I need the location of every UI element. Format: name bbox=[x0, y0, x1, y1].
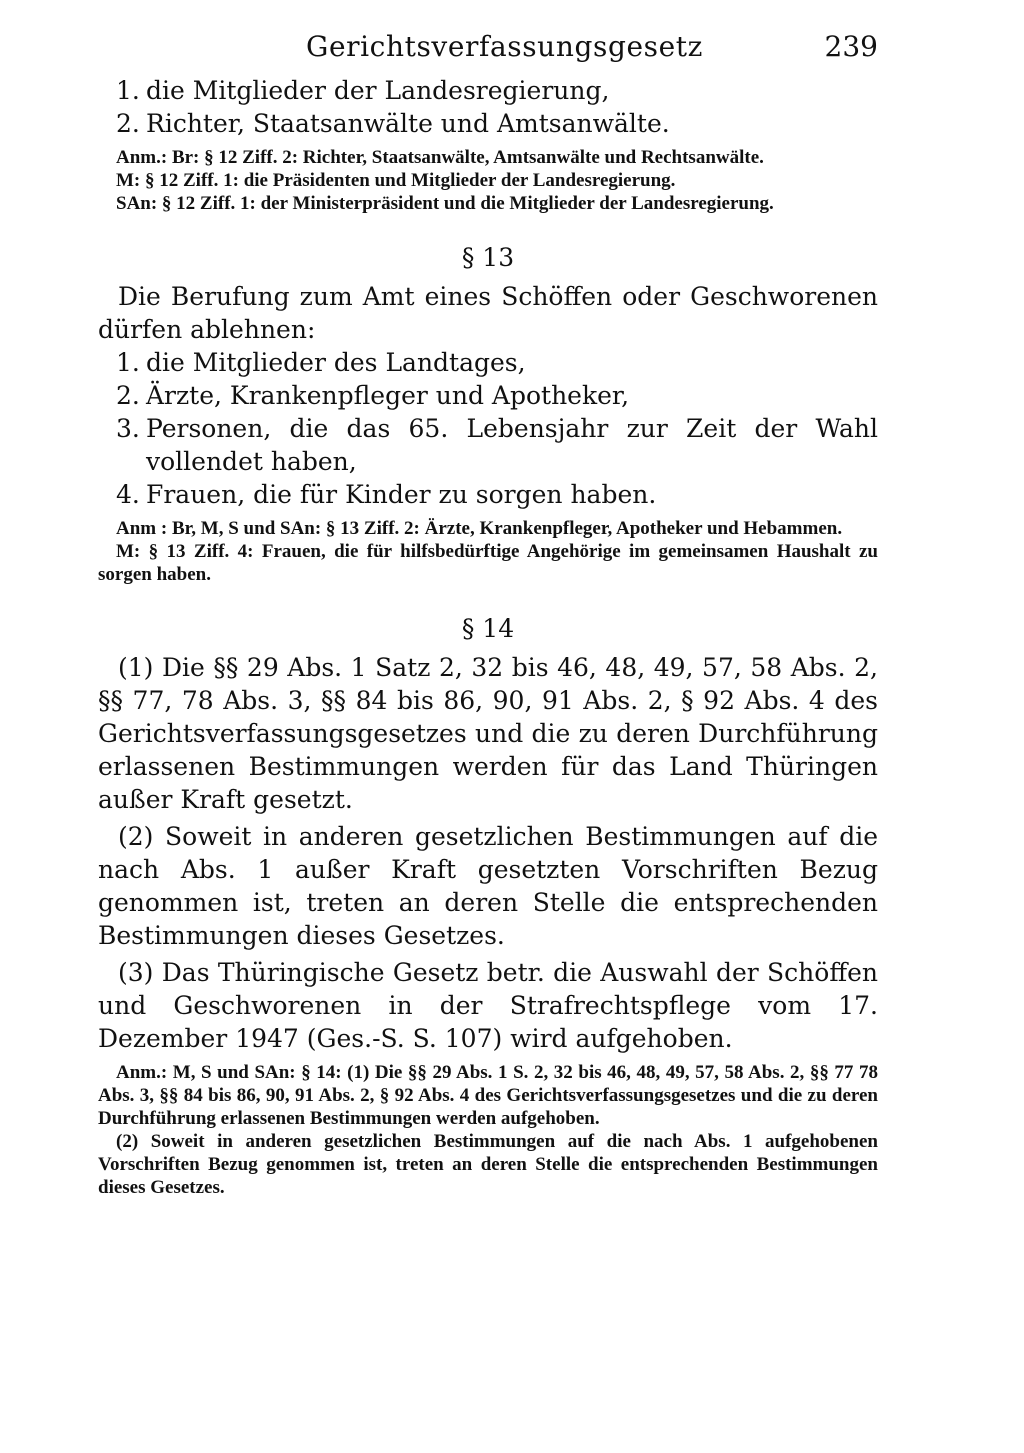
page-number: 239 bbox=[824, 30, 878, 63]
list-text: die Mitglieder der Landesregierung, bbox=[146, 76, 610, 105]
list-text: Frauen, die für Kinder zu sorgen haben. bbox=[146, 480, 657, 509]
section-13-body bbox=[98, 280, 878, 511]
note-line: M: § 13 Ziff. 4: Frauen, die für hilfsbedürftige Angehörige im gemeinsamen Haushalt zu sorgen haben. bbox=[98, 541, 878, 585]
section-13-list bbox=[98, 346, 878, 511]
list-item bbox=[116, 379, 878, 412]
note-line: M: § 12 Ziff. 1: die Präsidenten und Mitglieder der Landesregierung. bbox=[116, 170, 676, 191]
running-head: Gerichtsverfassungsgesetz bbox=[306, 30, 703, 63]
list-number: 4. bbox=[116, 480, 140, 509]
section-14-paragraph-3: (3) Das Thüringische Gesetz betr. die Auswahl der Schöffen und Geschworenen in der Strafrechtspflege vom 17. Dezember 1947 (Ges.-S. S. 107) wird aufgehoben. bbox=[98, 958, 878, 1053]
list-number: 1. bbox=[116, 76, 140, 105]
section-title-14: § 14 bbox=[461, 614, 515, 643]
note-line: SAn: § 12 Ziff. 1: der Ministerpräsident und die Mitglieder der Landesregierung. bbox=[116, 193, 774, 214]
page-header bbox=[98, 28, 878, 74]
section-13-intro: Die Berufung zum Amt eines Schöffen oder Geschworenen dürfen ablehnen: bbox=[98, 282, 878, 344]
list-number: 2. bbox=[116, 109, 140, 138]
section-14-body bbox=[98, 651, 878, 1055]
document-page bbox=[98, 28, 878, 1199]
list-number: 1. bbox=[116, 348, 140, 377]
note-line: Anm.: Br: § 12 Ziff. 2: Richter, Staatsanwälte, Amtsanwälte und Rechtsanwälte. bbox=[116, 147, 764, 168]
list-text: die Mitglieder des Landtages, bbox=[146, 348, 526, 377]
list-item bbox=[116, 346, 878, 379]
section-14-paragraph-2: (2) Soweit in anderen gesetzlichen Bestimmungen auf die nach Abs. 1 außer Kraft gesetzten Vorschriften Bezug genommen ist, treten an deren Stelle die entsprechenden Bestimmungen dieses Gesetzes. bbox=[98, 822, 878, 950]
annotation-note-14 bbox=[98, 1061, 878, 1199]
section-14-paragraph-1: (1) Die §§ 29 Abs. 1 Satz 2, 32 bis 46, 48, 49, 57, 58 Abs. 2, §§ 77, 78 Abs. 3, §§ 84 bis 86, 90, 91 Abs. 2, § 92 Abs. 4 des Gerichtsverfassungsgesetzes und die zu deren Durchführung erlassenen Bestimmungen werden für das Land Thüringen außer Kraft gesetzt. bbox=[98, 653, 878, 814]
list-item bbox=[116, 107, 878, 140]
list-item bbox=[116, 478, 878, 511]
annotation-note-13 bbox=[98, 517, 878, 586]
list-text: Richter, Staatsanwälte und Amtsanwälte. bbox=[146, 109, 670, 138]
top-list bbox=[98, 74, 878, 140]
list-item bbox=[116, 74, 878, 107]
note-line: (2) Soweit in anderen gesetzlichen Bestimmungen auf die nach Abs. 1 aufgehobenen Vorschriften Bezug genommen ist, treten an deren Stelle die entsprechenden Bestimmungen dieses Gesetzes. bbox=[98, 1131, 878, 1198]
list-text: Ärzte, Krankenpfleger und Apotheker, bbox=[146, 381, 630, 410]
list-number: 3. bbox=[116, 414, 140, 443]
note-line: Anm : Br, M, S und SAn: § 13 Ziff. 2: Ärzte, Krankenpfleger, Apotheker und Hebammen. bbox=[116, 518, 843, 539]
note-line: Anm.: M, S und SAn: § 14: (1) Die §§ 29 Abs. 1 S. 2, 32 bis 46, 48, 49, 57, 58 Abs. 2, §§ 77 78 Abs. 3, §§ 84 bis 86, 90, 91 Abs. 2, § 92 Abs. 4 des Gerichtsverfassungsgesetzes und die zu deren Durchführung erlassenen Bestimmungen werden aufgehoben. bbox=[98, 1062, 878, 1129]
section-title-13: § 13 bbox=[461, 243, 515, 272]
annotation-note-12 bbox=[98, 146, 878, 215]
list-text: Personen, die das 65. Lebensjahr zur Zeit der Wahl vollendet haben, bbox=[146, 414, 878, 476]
list-number: 2. bbox=[116, 381, 140, 410]
list-item bbox=[116, 412, 878, 478]
